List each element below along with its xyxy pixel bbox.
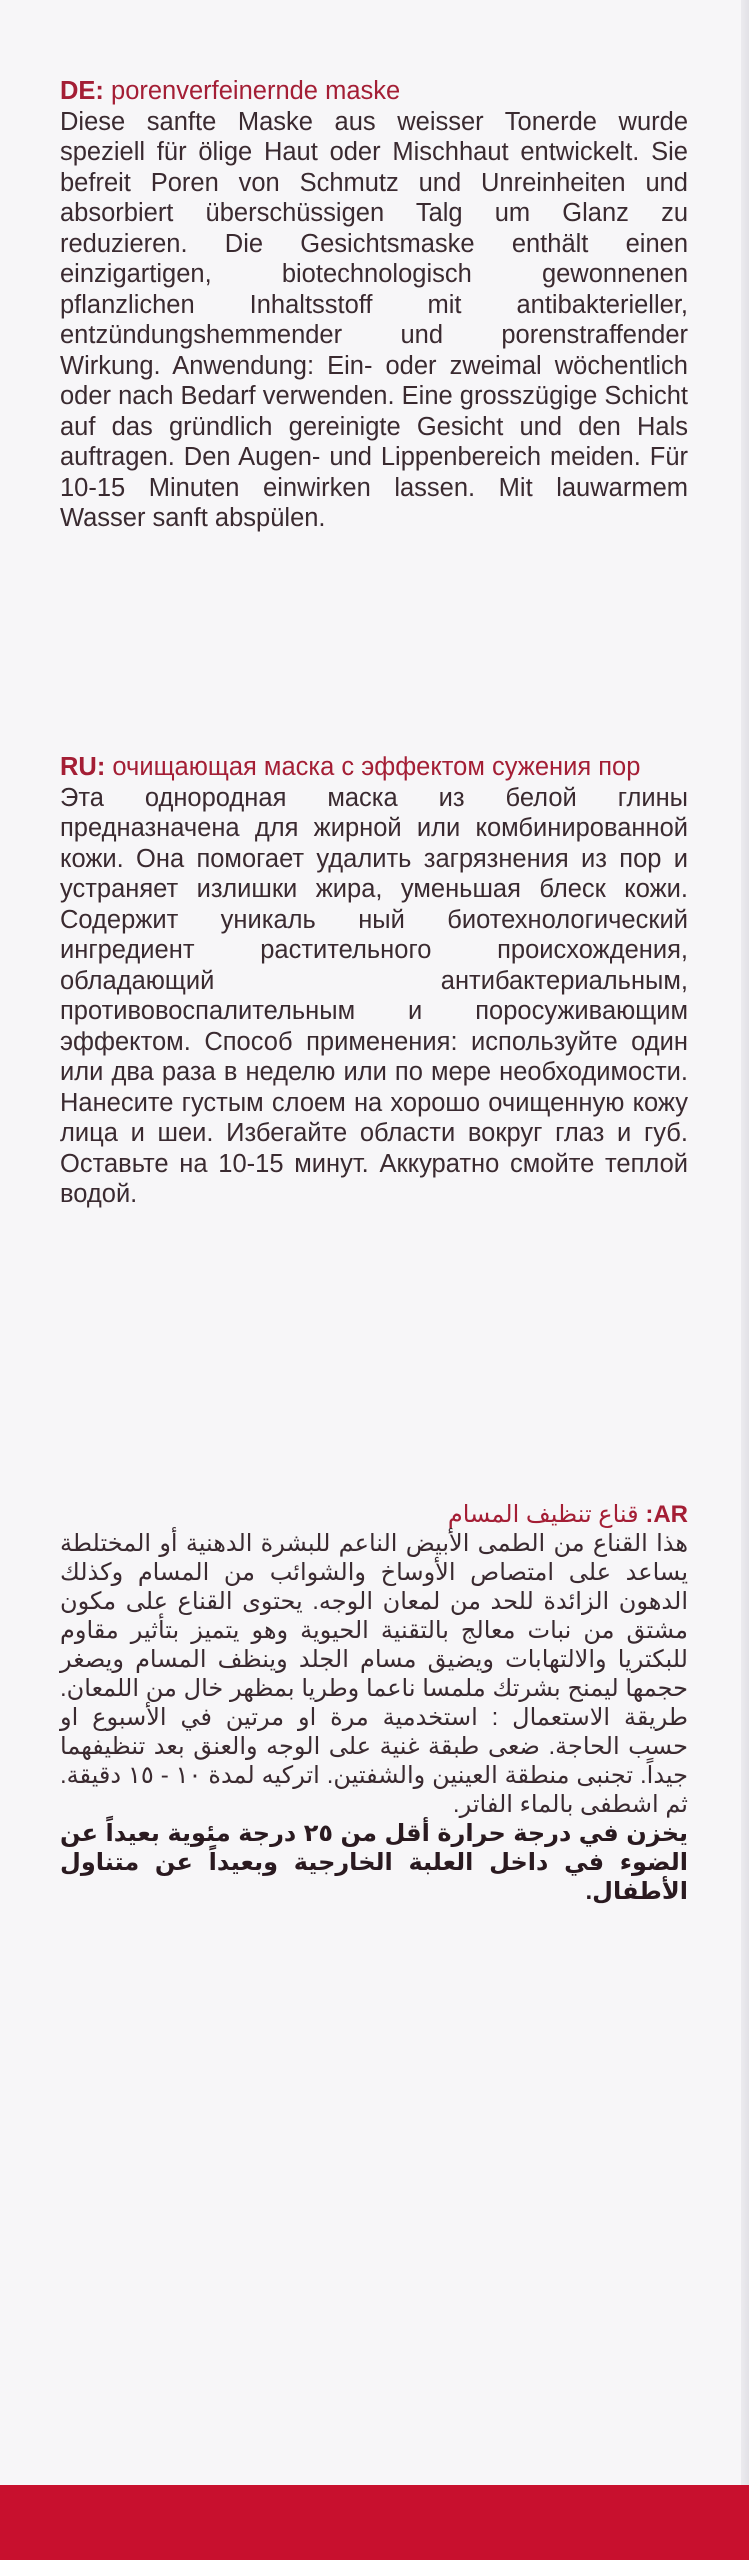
arabic-heading bbox=[60, 1500, 688, 1529]
arabic-title: قناع تنظيف المسام bbox=[447, 1501, 639, 1528]
german-title: porenverfeinernde maske bbox=[111, 77, 401, 105]
russian-section bbox=[60, 752, 688, 1210]
german-section bbox=[60, 76, 688, 534]
german-heading bbox=[60, 76, 688, 107]
german-body: Diese sanfte Maske aus weisser Tonerde wurde speziell für ölige Haut oder Mischhaut entwickelt. Sie befreit Poren von Schmutz und Unreinheiten und absorbiert überschüssigen Talg um Glanz zu reduzieren. Die Gesichtsmaske enthält einen einzigartigen, biotechnologisch gewonnenen pflanzlichen Inhaltsstoff mit antibakterieller, entzündungshemmender und porenstraffender Wirkung. Anwendung: Ein- oder zweimal wöchentlich oder nach Bedarf verwenden. Eine grosszügige Schicht auf das gründlich gereinigte Gesicht und den Hals auftragen. Den Augen- und Lippenbereich meiden. Für 10-15 Minuten einwirken lassen. Mit lauwarmem Wasser sanft abspülen. bbox=[60, 107, 688, 532]
russian-body: Эта однородная маска из белой глины предназначена для жирной или комбинированной кожи. Она помогает удалить загрязнения из пор и устраняет излишки жира, уменьшая блеск кожи. Содержит уникаль ный биотехнологический ингредиент растительного происхождения, обладающий антибактериальным, противовоспалительным и поросуживающим эффектом. Способ применения: используйте один или два раза в неделю или по мере необходимости. Нанесите густым слоем на хорошо очищенную кожу лица и шеи. Избегайте области вокруг глаз и губ. Оставьте на 10-15 минут. Аккуратно смойте теплой водой. bbox=[60, 783, 688, 1208]
russian-heading bbox=[60, 752, 688, 783]
german-lang-code: DE: bbox=[60, 77, 104, 105]
arabic-storage-note: يخزن في درجة حرارة أقل من ٢٥ درجة مئوية بعيداً عن الضوء في داخل العلبة الخارجية وبعيداً عن متناول الأطفال. bbox=[60, 1820, 688, 1905]
arabic-lang-code: AR: bbox=[645, 1501, 688, 1528]
russian-title: очищающая маска с эффектом сужения пор bbox=[112, 753, 641, 781]
arabic-body: هذا القناع من الطمى الأبيض الناعم للبشرة الدهنية أو المختلطة يساعد على امتصاص الأوساخ والشوائب من المسام وكذلك الدهون الزائدة للحد من لمعان الوجه. يحتوى القناع على مكون مشتق من نبات معالج بالتقنية الحيوية وهو يتميز بتأثير مقاوم للبكتريا والالتهابات ويضيق مسام الجلد وينظف المسام ويصغر حجمها ليمنح بشرتك ملمسا ناعما وطريا بمظهر خال من اللمعان. طريقة الاستعمال : استخدمية مرة او مرتين في الأسبوع او حسب الحاجة. ضعى طبقة غنية على الوجه والعنق بعد تنظيفهما جيداً. تجنبى منطقة العينين والشفتين. اتركيه لمدة ١٠ - ١٥ دقيقة. ثم اشطفى بالماء الفاتر. bbox=[60, 1530, 688, 1818]
arabic-section bbox=[60, 1500, 688, 1906]
russian-lang-code: RU: bbox=[60, 753, 106, 781]
panel-edge bbox=[741, 0, 749, 2485]
red-band bbox=[0, 2485, 749, 2560]
